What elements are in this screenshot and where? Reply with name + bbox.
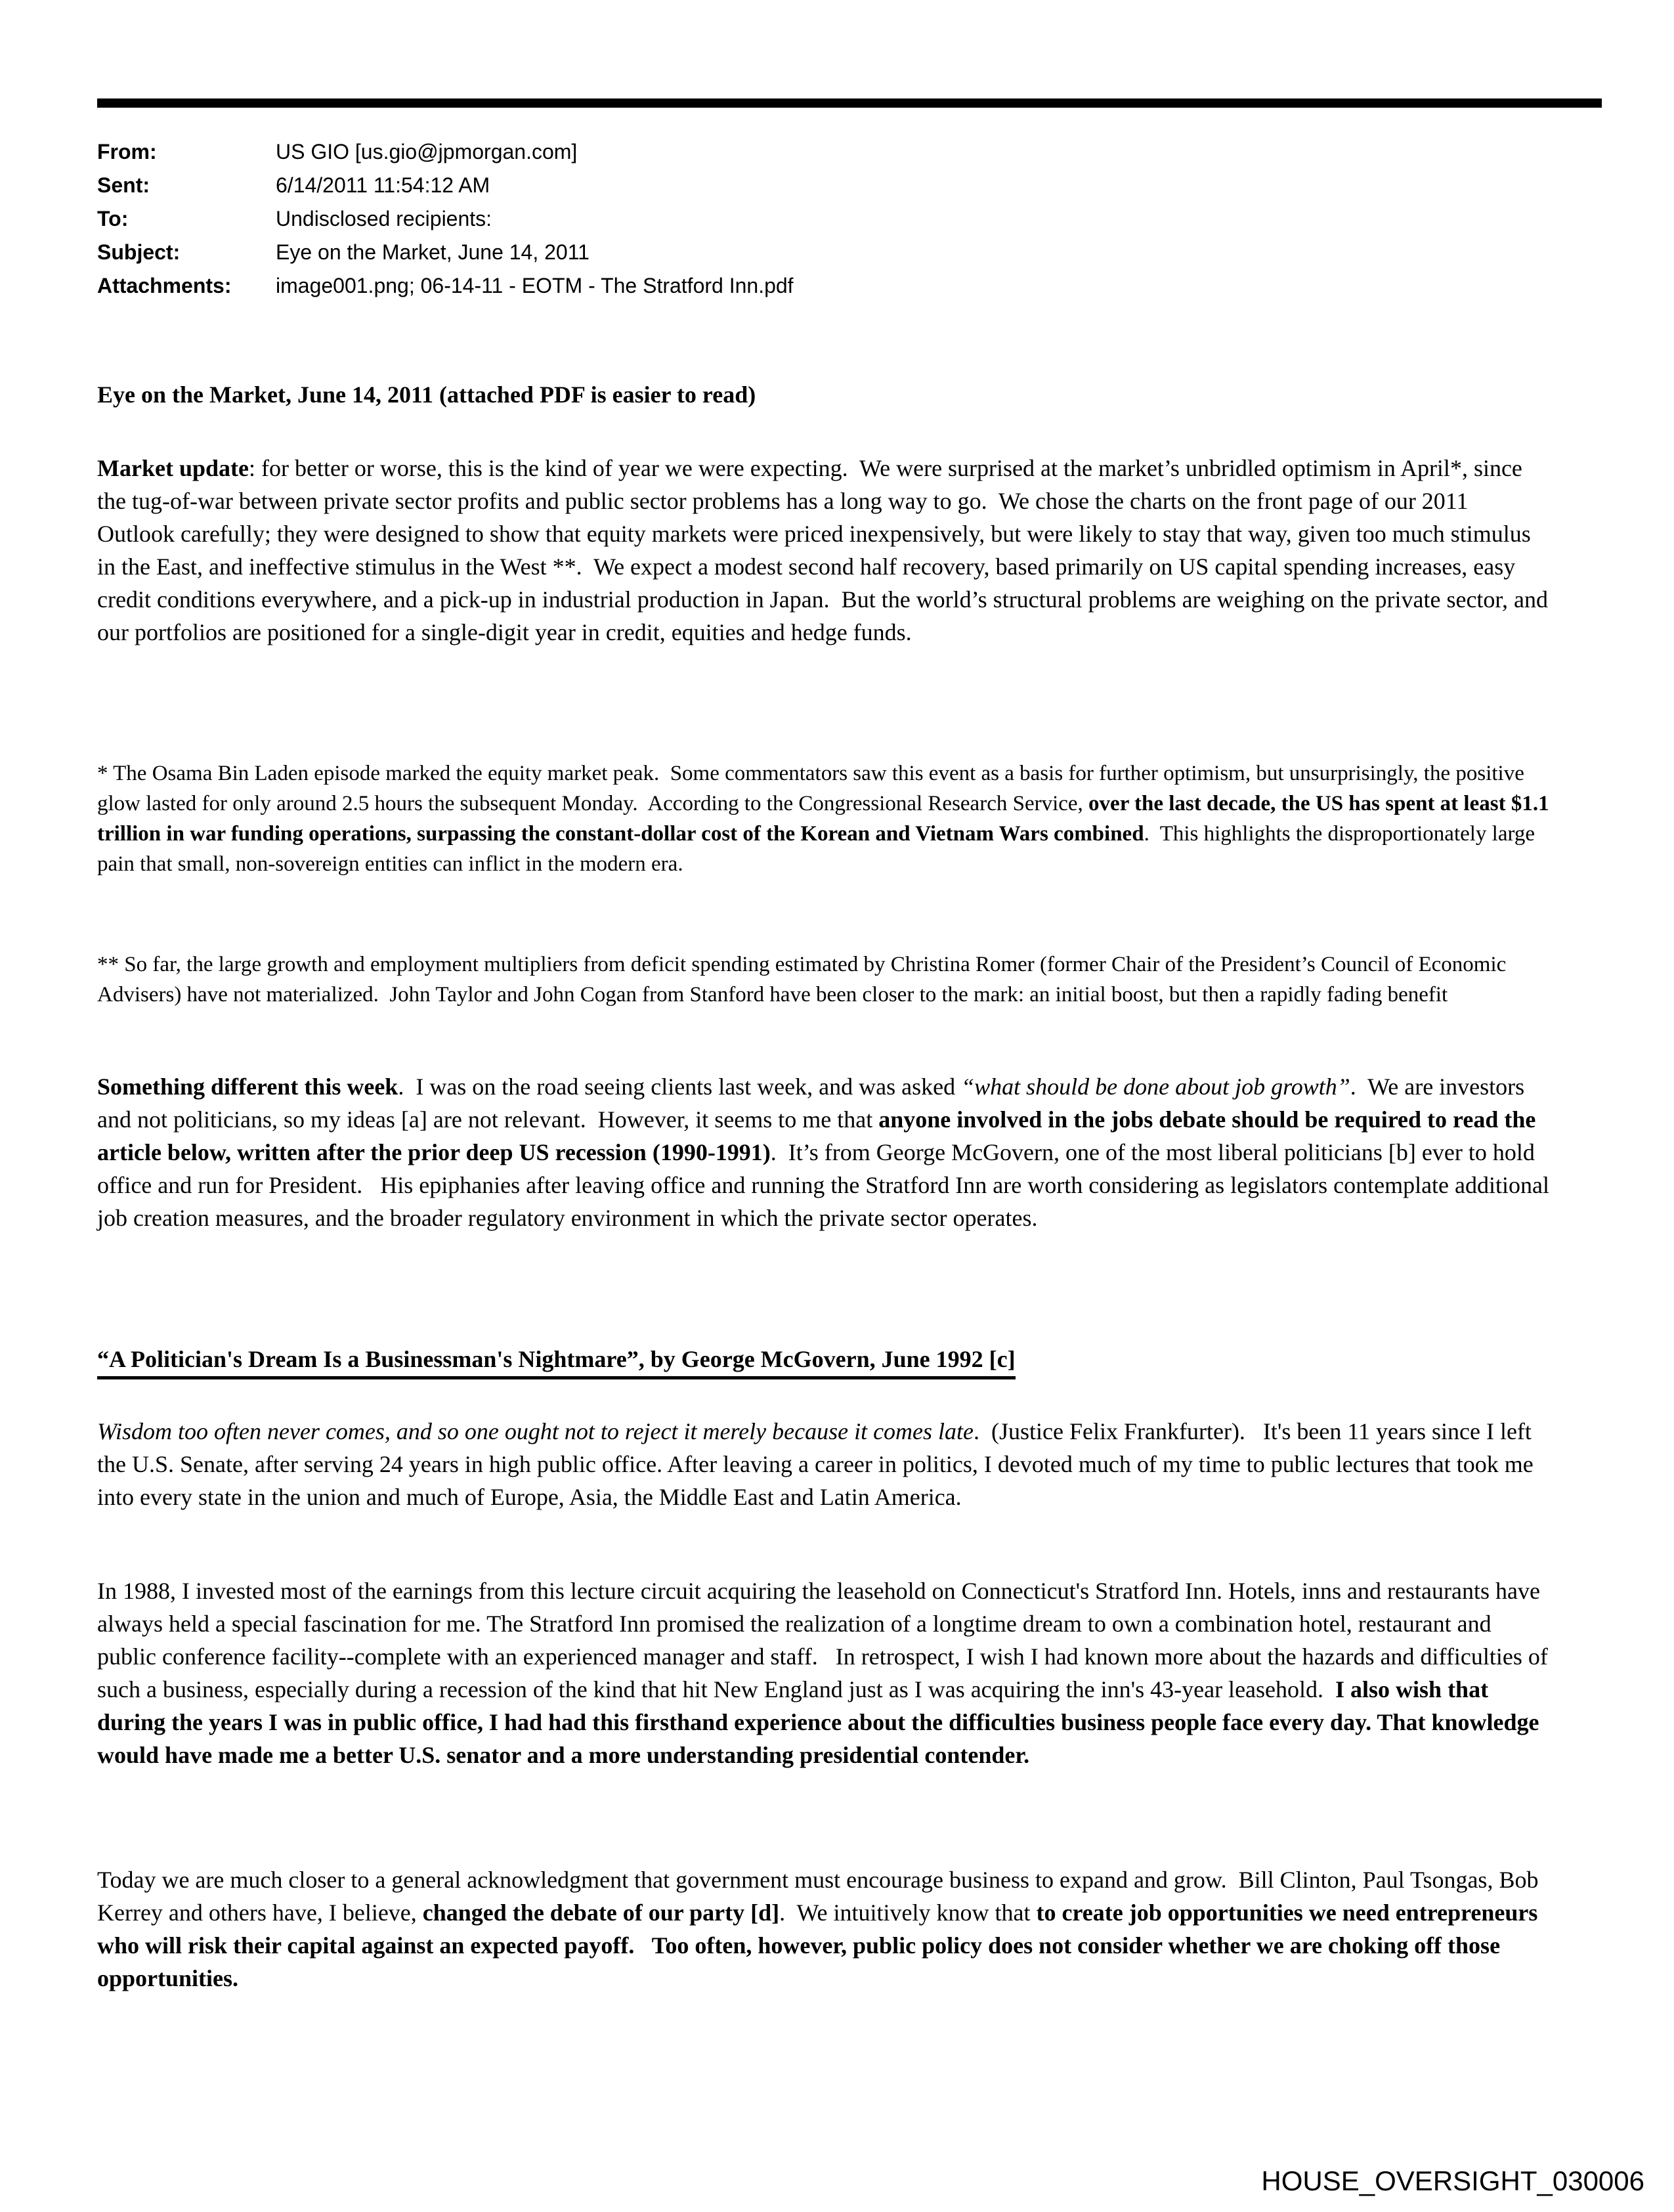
text-run: Eye on the Market, June 14, 2011 (attached PDF is easier to read) bbox=[97, 381, 756, 408]
text-run: to create job opportunities we need entrepreneurs who will risk their capital against an expected payoff. Too often, however, public policy does not consider whether we are choking off those opportunities. bbox=[97, 1899, 1544, 1991]
text-run: over the last decade, the US has spent at least $1.1 trillion in war funding operations, surpassing the constant-dollar cost of the Korean and Vietnam Wars combined bbox=[97, 792, 1555, 846]
email-header bbox=[97, 141, 1551, 308]
text-run: . I was on the road seeing clients last week, and was asked bbox=[398, 1073, 962, 1100]
section-heading-text bbox=[97, 1346, 1016, 1379]
text-run: Wisdom too often never comes, and so one ought not to reject it merely because it comes late bbox=[97, 1418, 974, 1444]
text-run: * The Osama Bin Laden episode marked the equity market peak. Some commentators saw this event as a basis for further optimism, but unsurprisingly, the positive glow lasted for only around 2.5 hours the subsequent Monday. According to the Congressional Research Service, bbox=[97, 762, 1530, 815]
header-divider bbox=[97, 98, 1602, 108]
header-field-label: Attachments: bbox=[97, 274, 232, 297]
text-run: ** So far, the large growth and employment multipliers from deficit spending estimated by Christina Romer (former Chair of the President’s Council of Economic Advisers) have not materialized. John Taylor and John Cogan from Stanford have been closer to the mark: an initial boost, but then a rapidly fading benefit bbox=[97, 953, 1511, 1007]
text-run: . It’s from George McGovern, one of the most liberal politicians [b] ever to hold office and run for President. His epiphanies after leaving office and running the Stratford Inn are worth considering as legislators contemplate additional job creation measures, and the broader regulatory environment in which the private sector operates. bbox=[97, 1139, 1555, 1231]
header-field-value: Undisclosed recipients: bbox=[276, 207, 492, 230]
body-paragraph bbox=[97, 1574, 1554, 1771]
section-heading bbox=[97, 1343, 1551, 1376]
text-run: “what should be done about job growth” bbox=[961, 1073, 1350, 1100]
body-paragraph bbox=[97, 452, 1554, 649]
header-field-value: 6/14/2011 11:54:12 AM bbox=[276, 173, 490, 197]
header-field-label: From: bbox=[97, 140, 157, 163]
body-title bbox=[97, 378, 1551, 411]
text-run: . We intuitively know that bbox=[779, 1899, 1037, 1926]
text-run: anyone involved in the jobs debate should be required to read the article below, written after the prior deep US recession (1990-1991) bbox=[97, 1106, 1542, 1165]
header-field-value: image001.png; 06-14-11 - EOTM - The Stratford Inn.pdf bbox=[276, 274, 794, 297]
footnote-paragraph bbox=[97, 949, 1551, 1010]
text-run: changed the debate of our party [d] bbox=[422, 1899, 780, 1926]
text-run: Something different this week bbox=[97, 1073, 398, 1100]
bates-number: HOUSE_OVERSIGHT_030006 bbox=[1261, 2165, 1644, 2196]
header-field-row bbox=[97, 141, 1551, 174]
header-field-row bbox=[97, 241, 1551, 274]
header-field-row bbox=[97, 274, 1551, 308]
header-field-value: US GIO [us.gio@jpmorgan.com] bbox=[276, 140, 578, 163]
text-run: Today we are much closer to a general acknowledgment that government must encourage business to expand and grow. Bill Clinton, Paul Tsongas, Bob Kerrey and others have, I believe, bbox=[97, 1867, 1545, 1926]
text-run: . We are investors and not politicians, so my ideas [a] are not relevant. However, it seems to me that bbox=[97, 1073, 1531, 1133]
body-paragraph bbox=[97, 1415, 1551, 1513]
header-field-label: To: bbox=[97, 207, 129, 230]
header-field-row bbox=[97, 207, 1551, 241]
text-run: Market update bbox=[97, 455, 249, 481]
text-run: I also wish that during the years I was in public office, I had had this firsthand experience about the difficulties business people face every day. That knowledge would have made me a better U.S. senator and a more understanding presidential contender. bbox=[97, 1676, 1545, 1768]
body-paragraph bbox=[97, 1070, 1555, 1234]
header-field-label: Subject: bbox=[97, 240, 181, 264]
text-run: . (Justice Felix Frankfurter). It's been 11 years since I left the U.S. Senate, after serving 24 years in high public office. After leaving a career in politics, I devoted much of my time to public lectures that took me into every state in the union and much of Europe, Asia, the Middle East and Latin America. bbox=[97, 1418, 1539, 1510]
text-run: In 1988, I invested most of the earnings from this lecture circuit acquiring the leasehold on Connecticut's Stratford Inn. Hotels, inns and restaurants have always held a special fascination for me. The Stratford Inn promised the realization of a longtime dream to own a combination hotel, restaurant and public conference facility--complete with an experienced manager and staff. In retrospect, I wish I had known more about the hazards and difficulties of such a business, especially during a recession of the kind that hit New England just as I was acquiring the inn's 43-year leasehold. bbox=[97, 1578, 1554, 1702]
text-run: : for better or worse, this is the kind of year we were expecting. We were surprised at the market’s unbridled optimism in April*, since the tug-of-war between private sector profits and public sector problems has a long way to go. We chose the charts on the front page of our 2011 Outlook carefully; they were designed to show that equity markets were priced inexpensively, but were likely to stay that way, given too much stimulus in the East, and ineffective stimulus in the West **. We expect a modest second half recovery, based primarily on US capital spending increases, easy credit conditions everywhere, and a pick-up in industrial production in Japan. But the world’s structural problems are weighing on the private sector, and our portfolios are positioned for a single-digit year in credit, equities and hedge funds. bbox=[97, 455, 1554, 645]
header-field-row bbox=[97, 174, 1551, 207]
text-run: “A Politician's Dream Is a Businessman's Nightmare”, by George McGovern, June 1992 [c] bbox=[97, 1346, 1016, 1372]
header-field-value: Eye on the Market, June 14, 2011 bbox=[276, 240, 590, 264]
header-field-label: Sent: bbox=[97, 173, 150, 197]
text-run: . This highlights the disproportionately large pain that small, non-sovereign entities can inflict in the modern era. bbox=[97, 822, 1541, 876]
footnote-paragraph bbox=[97, 758, 1555, 879]
body-paragraph bbox=[97, 1863, 1551, 1995]
